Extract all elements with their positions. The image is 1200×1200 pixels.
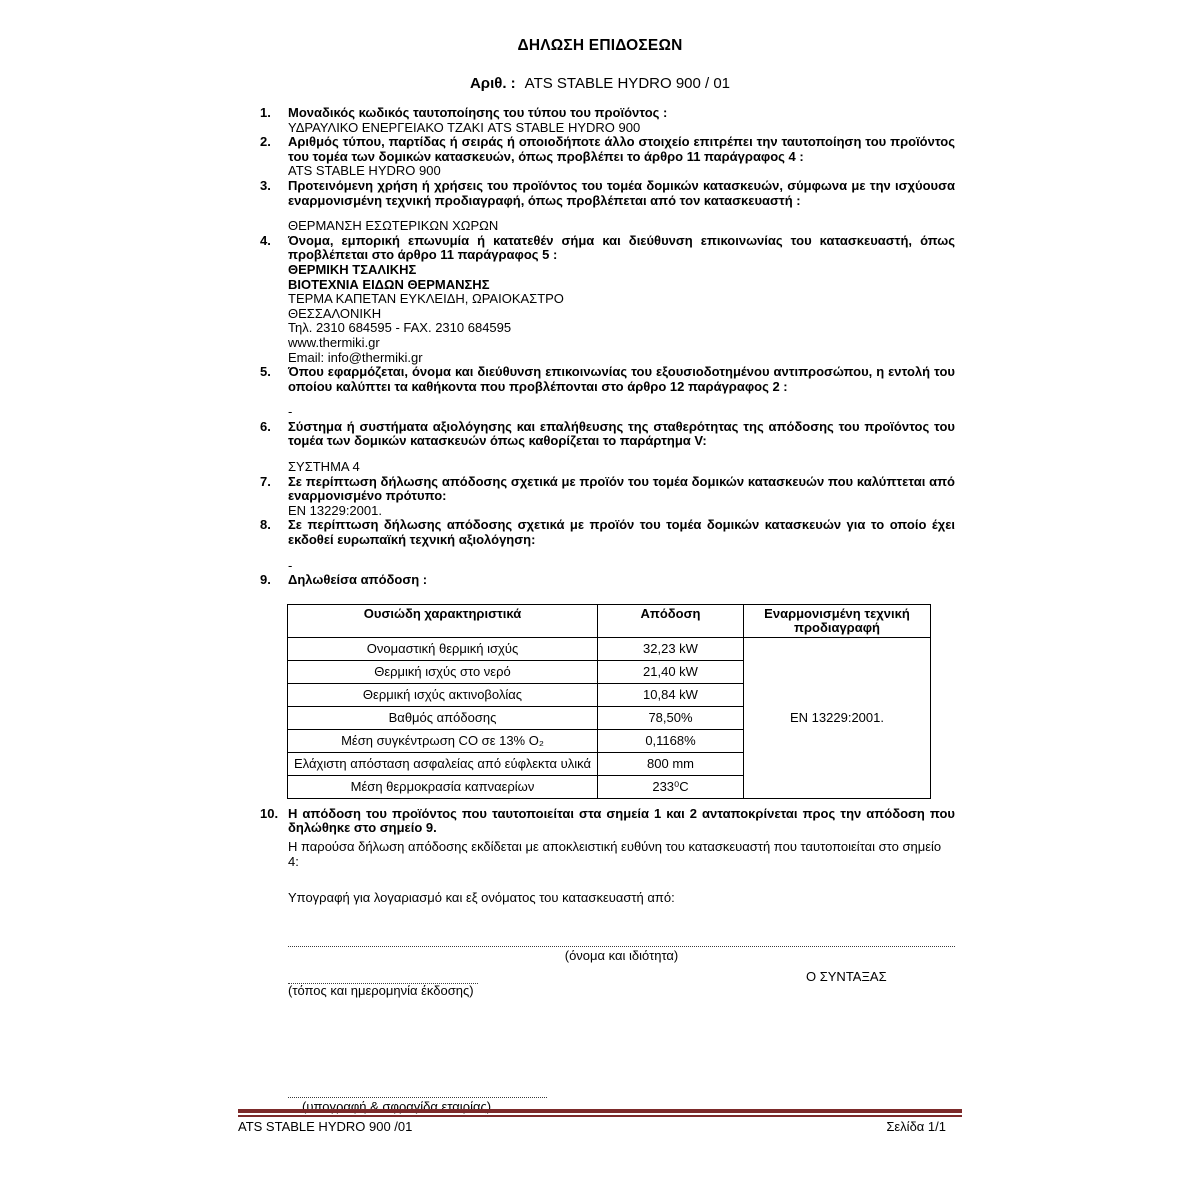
document-body — [238, 106, 962, 1115]
manufacturer-name: ΘΕΡΜΙΚΗ ΤΣΑΛΙΚΗΣ — [288, 261, 417, 277]
manufacturer-city: ΘΕΣΣΑΛΟΝΙΚΗ — [288, 305, 382, 321]
responsibility-statement: Η παρούσα δήλωση απόδοσης εκδίδεται με αποκλειστική ευθύνη του κατασκευαστή που ταυτοποιείται στο σημείο 4: — [288, 839, 942, 869]
item-heading: Προτεινόμενη χρήση ή χρήσεις του προϊόντος του τομέα δομικών κατασκευών, σύμφωνα με την ισχύουσα εναρμονισμένη τεχνική προδιαγραφή, όπως προβλέπεται από τον κατασκευαστή : — [288, 177, 955, 208]
row-label: Βαθμός απόδοσης — [288, 706, 598, 729]
list-item-10 — [238, 807, 955, 836]
item-value: ΘΕΡΜΑΝΣΗ ΕΣΩΤΕΡΙΚΩΝ ΧΩΡΩΝ — [288, 218, 499, 234]
item-value: ATS STABLE HYDRO 900 — [288, 163, 441, 179]
drafter-label: Ο ΣΥΝΤΑΞΑΣ — [806, 968, 887, 984]
item-number: 7. — [260, 473, 271, 489]
row-label: Θερμική ισχύς ακτινοβολίας — [288, 683, 598, 706]
name-caption: (όνομα και ιδιότητα) — [564, 947, 679, 963]
numbered-list — [238, 106, 962, 588]
item-value: EN 13229:2001. — [288, 502, 382, 518]
manufacturer-phone: Τηλ. 2310 684595 - FAX. 2310 684595 — [288, 320, 512, 336]
signed-by-label: Υπογραφή για λογαριασμό και εξ ονόματος του κατασκευαστή από: — [288, 890, 675, 906]
item-number: 9. — [260, 572, 271, 588]
manufacturer-email: Email: info@thermiki.gr — [288, 349, 423, 365]
item-value: ΣΥΣΤΗΜΑ 4 — [288, 459, 360, 475]
column-header-performance: Απόδοση — [598, 604, 744, 637]
row-label: Μέση συγκέντρωση CO σε 13% O₂ — [288, 729, 598, 752]
row-value: 800 mm — [598, 752, 744, 775]
item-number: 6. — [260, 418, 271, 434]
place-date-line — [288, 969, 478, 984]
row-label: Ελάχιστη απόσταση ασφαλείας από εύφλεκτα υλικά — [288, 752, 598, 775]
place-date-caption: (τόπος και ημερομηνία έκδοσης) — [288, 983, 474, 999]
list-item-3 — [238, 179, 962, 234]
list-item-8 — [238, 518, 962, 573]
closing-section — [260, 805, 955, 906]
list-item-2 — [238, 135, 962, 179]
list-item-1 — [238, 106, 962, 135]
footer-product-code: ATS STABLE HYDRO 900 /01 — [238, 1119, 413, 1134]
column-header-spec: Εναρμονισμένη τεχνική προδιαγραφή — [744, 604, 931, 637]
footer-rule — [238, 1109, 962, 1117]
item-heading: Δηλωθείσα απόδοση : — [288, 572, 428, 588]
item-number: 4. — [260, 232, 271, 248]
item-heading: Όπου εφαρμόζεται, όνομα και διεύθυνση επικοινωνίας του εξουσιοδοτημένου αντιπροσώπου, η εντολή του οποίου καλύπτει τα καθήκοντα που προβλέπονται στο άρθρο 12 παράγραφος 2 : — [288, 364, 955, 394]
list-item-6 — [238, 420, 962, 475]
item-value: - — [288, 404, 293, 420]
item-heading: Σύστημα ή συστήματα αξιολόγησης και επαλήθευσης της σταθερότητας της απόδοσης του προϊόντος του τομέα των δομικών κατασκευών όπως καθορίζεται το παράρτημα V: — [288, 418, 955, 449]
list-item-9 — [238, 573, 962, 588]
item-heading: Η απόδοση του προϊόντος που ταυτοποιείται στα σημεία 1 και 2 ανταποκρίνεται προς την απόδοση που δηλώθηκε στο σημείο 9. — [288, 805, 955, 836]
item-heading: Σε περίπτωση δήλωσης απόδοσης σχετικά με προϊόν του τομέα δομικών κατασκευών που καλύπτεται από εναρμονισμένο πρότυπο: — [288, 473, 955, 504]
item-number: 1. — [260, 105, 271, 120]
item-value: - — [288, 557, 293, 573]
row-value: 21,40 kW — [598, 660, 744, 683]
harmonised-spec-cell: EN 13229:2001. — [744, 637, 931, 798]
item-number: 8. — [260, 517, 271, 533]
document-number-value: ATS STABLE HYDRO 900 / 01 — [524, 75, 731, 92]
item-heading: Όνομα, εμπορική επωνυμία ή κατατεθέν σήμα και διεύθυνση επικοινωνίας του κατασκευαστή, όπως προβλέπεται στο άρθρο 11 παράγραφος 5 : — [288, 232, 955, 263]
row-label: Θερμική ισχύς στο νερό — [288, 660, 598, 683]
stamp-line — [288, 1083, 547, 1098]
place-date-row — [288, 969, 955, 984]
row-label: Μέση θερμοκρασία καπναερίων — [288, 775, 598, 798]
item-heading: Σε περίπτωση δήλωσης απόδοσης σχετικά με προϊόν του τομέα δομικών κατασκευών για το οποίο έχει εκδοθεί ευρωπαϊκή τεχνική αξιολόγηση: — [288, 517, 955, 548]
item-number: 2. — [260, 134, 271, 150]
signature-name-line — [288, 936, 955, 947]
document-title: ΔΗΛΩΣΗ ΕΠΙΔΟΣΕΩΝ — [517, 37, 683, 54]
item-number: 10. — [260, 805, 279, 821]
column-header-characteristics: Ουσιώδη χαρακτηριστικά — [288, 604, 598, 637]
manufacturer-business: ΒΙΟΤΕΧΝΙΑ ΕΙΔΩΝ ΘΕΡΜΑΝΣΗΣ — [288, 276, 490, 292]
footer-text-row — [238, 1120, 962, 1135]
item-value: ΥΔΡΑΥΛΙΚΟ ΕΝΕΡΓΕΙΑΚΟ ΤΖΑΚΙ ATS STABLE HYDRO 900 — [288, 119, 641, 135]
item-number: 5. — [260, 364, 271, 380]
list-item-5 — [238, 365, 962, 420]
item-heading: Αριθμός τύπου, παρτίδας ή σειράς ή οποιοδήποτε άλλο στοιχείο επιτρέπει την ταυτοποίηση του προϊόντος του τομέα των δομικών κατασκευών, όπως προβλέπει το άρθρο 11 παράγραφος 4 : — [288, 134, 955, 164]
row-label: Ονομαστική θερμική ισχύς — [288, 637, 598, 660]
document-number-line — [0, 75, 1200, 93]
row-value: 78,50% — [598, 706, 744, 729]
manufacturer-website: www.thermiki.gr — [288, 334, 380, 350]
document-number-label: Αριθ. : — [469, 75, 516, 92]
table-header-row — [288, 604, 931, 637]
manufacturer-address: ΤΕΡΜΑ ΚΑΠΕΤΑΝ ΕΥΚΛΕΙΔΗ, ΩΡΑΙΟΚΑΣΤΡΟ — [288, 291, 564, 307]
list-item-7 — [238, 475, 962, 519]
stamp-caption: (υπογραφή & σφραγίδα εταιρίας) — [302, 1098, 492, 1114]
row-value: 32,23 kW — [598, 637, 744, 660]
item-number: 3. — [260, 177, 271, 193]
signature-section — [288, 936, 955, 1115]
row-value: 233⁰C — [598, 775, 744, 798]
row-value: 10,84 kW — [598, 683, 744, 706]
footer-page-number: Σελίδα 1/1 — [886, 1119, 946, 1134]
page-footer — [238, 1109, 962, 1135]
row-value: 0,1168% — [598, 729, 744, 752]
declared-performance-table-wrap — [287, 604, 962, 799]
item-heading: Μοναδικός κωδικός ταυτοποίησης του τύπου του προϊόντος : — [288, 105, 668, 120]
declared-performance-table — [287, 604, 931, 799]
list-item-4 — [238, 234, 962, 365]
table-row — [288, 637, 931, 660]
